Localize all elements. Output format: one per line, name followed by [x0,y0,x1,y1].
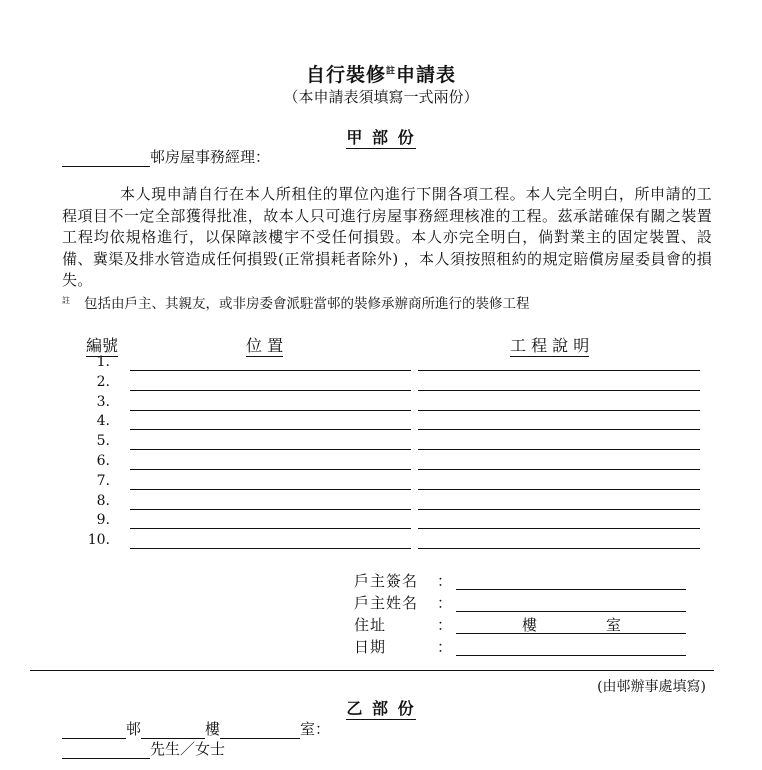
description-field[interactable] [418,489,700,490]
name-field[interactable] [456,611,686,612]
salutation-text: 邨房屋事務經理： [150,148,271,166]
location-field[interactable] [130,469,411,470]
part-b-address-line [62,718,330,739]
description-field[interactable] [418,410,700,411]
row-number: 8. [96,492,110,509]
part-a-heading [0,125,762,148]
name-label: 戶主姓名 [354,594,419,612]
address-label: 住址 [354,616,387,634]
form-subtitle: （本申請表須填寫一式兩份） [283,88,479,106]
row-number: 9. [96,512,110,529]
column-header-location-text: 位 置 [246,336,284,355]
signature-label: 戶主簽名 [354,572,419,590]
date-label: 日期 [354,638,387,656]
signature-colon: ： [437,572,453,590]
part-b-heading [0,696,762,719]
part-b-estate-blank[interactable] [62,723,126,739]
column-header-description-text: 工 程 說 明 [510,336,590,355]
location-field[interactable] [130,509,411,510]
row-number: 10. [87,532,110,549]
form-title-text: 自行裝修 [305,64,386,86]
part-b-room-label: 室： [300,720,331,738]
part-b-room-blank[interactable] [220,723,300,739]
description-field[interactable] [418,449,700,450]
part-b-floor-label: 樓 [205,720,221,738]
row-number: 5. [96,433,110,450]
footnote [62,292,530,312]
part-b-name-blank[interactable] [62,743,150,759]
form-title-suffix: 申請表 [396,64,457,86]
description-field[interactable] [418,390,700,391]
column-header-location [246,333,283,356]
footnote-text: 包括由戶主、其親友，或非房委會派駐當邨的裝修承辦商所進行的裝修工程 [84,296,530,312]
part-b-name-line [62,738,225,759]
address-colon: ： [437,616,453,634]
location-field[interactable] [130,548,411,549]
date-field[interactable] [456,655,686,656]
name-colon: ： [437,594,453,612]
location-field[interactable] [130,528,411,529]
column-header-description [510,333,589,356]
salutation [62,146,270,167]
signature-field[interactable] [456,589,686,590]
estate-name-blank[interactable] [62,151,150,167]
location-field[interactable] [130,370,411,371]
date-colon: ： [437,638,453,656]
description-field[interactable] [418,370,700,371]
description-field[interactable] [418,548,700,549]
address-room: 室 [606,616,623,634]
form-title [0,60,762,87]
description-field[interactable] [418,528,700,529]
part-b-floor-blank[interactable] [141,723,205,739]
address-field[interactable] [456,633,686,634]
row-number: 2. [96,373,110,390]
column-header-number-text: 編號 [86,336,119,355]
address-floor: 樓 [522,616,539,634]
office-use-note: (由邨辦事處填寫) [597,679,706,695]
description-field[interactable] [418,429,700,430]
location-field[interactable] [130,449,411,450]
description-field[interactable] [418,509,700,510]
part-b-title-label: 先生／女士 [150,740,226,758]
part-b-heading-text: 乙 部 份 [346,699,416,718]
row-number: 1. [96,354,110,370]
row-number: 3. [96,393,110,410]
column-header-number [86,333,118,356]
location-field[interactable] [130,410,411,411]
part-a-heading-text: 甲 部 份 [346,128,416,147]
section-divider [30,670,714,671]
row-number: 7. [96,472,110,489]
row-number: 4. [96,413,110,430]
declaration-paragraph: 本人現申請自行在本人所租住的單位內進行下開各項工程。本人完全明白，所申請的工程項目不一定全部獲得批准，故本人只可進行房屋事務經理核准的工程。茲承諾確保有關之裝置工程均依規格進行，以保障該樓宇不受任何損毀。本人亦完全明白，倘對業主的固定裝置、設備、冀渠及排水管造成任何損毀(正常損耗者除外) ，本人須按照租約的規定賠償房屋委員會的損失。 [62,185,712,289]
part-b-estate-label: 邨 [126,720,142,738]
description-field[interactable] [418,469,700,470]
footnote-mark: 註 [62,295,70,305]
location-field[interactable] [130,489,411,490]
row-number: 6. [96,453,110,469]
title-note-mark: 註 [385,66,396,77]
location-field[interactable] [130,390,411,391]
location-field[interactable] [130,429,411,430]
